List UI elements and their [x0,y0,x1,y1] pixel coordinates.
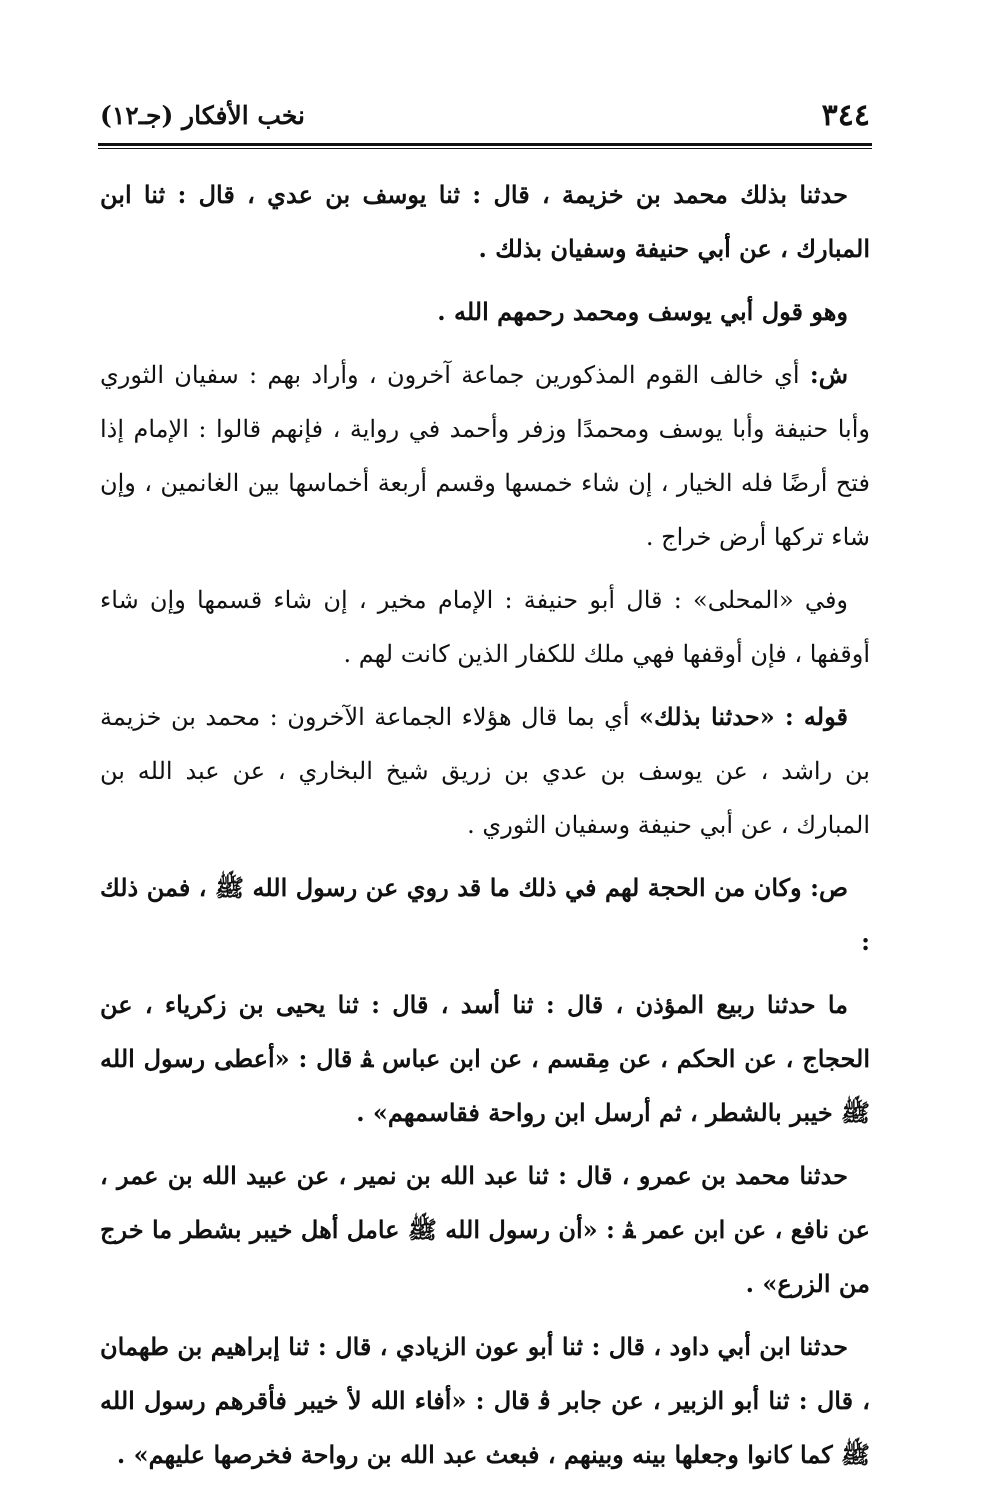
paragraph-text: أي خالف القوم المذكورين جماعة آخرون ، وأراد بهم : سفيان الثوري وأبا حنيفة وأبا يوسف ومحمدًا وزفر وأحمد في رواية ، فإنهم قالوا : الإمام إذا فتح أرضًا فله الخيار ، إن شاء خمسها وقسم أربعة أخماسها بين الغانمين ، وإن شاء تركها أرض خراج . [100,361,870,551]
body-text [100,168,870,1491]
paragraph-opinion [100,285,870,339]
paragraph-text: حدثنا محمد بن عمرو ، قال : ثنا عبد الله بن نمير ، عن عبيد الله بن عمر ، عن نافع ، عن ابن عمر ﭭ : «أن رسول الله ﷺ عامل أهل خيبر بشطر ما خرج من الزرع» . [100,1161,870,1298]
paragraph-text: أي بما قال هؤلاء الجماعة الآخرون : محمد بن خزيمة بن راشد ، عن يوسف بن عدي بن زريق شيخ البخاري ، عن عبد الله بن المبارك ، عن أبي حنيفة وسفيان الثوري . [100,703,870,839]
paragraph-text: وفي «المحلى» : قال أبو حنيفة : الإمام مخير ، إن شاء قسمها وإن شاء أوقفها ، فإن أوقفها فهي ملك للكفار الذين كانت لهم . [100,586,870,668]
paragraph-hadith-1 [100,978,870,1140]
paragraph-text: ما حدثنا ربيع المؤذن ، قال : ثنا أسد ، قال : ثنا يحيى بن زكرياء ، عن الحجاج ، عن الحكم ، عن مِقسم ، عن ابن عباس ﭭ قال : «أعطى رسول الله ﷺ خيبر بالشطر ، ثم أرسل ابن رواحة فقاسمهم» . [100,990,870,1127]
header-rule-thin [98,148,872,149]
page-number: ٣٤٤ [821,98,870,133]
page-header [100,96,870,136]
paragraph-chain-1 [100,168,870,276]
paragraph-qawluhu [100,690,870,852]
quoted-phrase: «حدثنا بذلك» [639,702,785,731]
running-title: نخب الأفكار (جـ١٢) [100,101,306,130]
header-rule [98,143,872,146]
qawluhu-marker: قوله : [784,702,848,731]
paragraph-sad [100,861,870,969]
paragraph-text: وهو قول أبي يوسف ومحمد رحمهم الله . [437,297,848,326]
paragraph-text: حدثنا ابن أبي داود ، قال : ثنا أبو عون الزيادي ، قال : ثنا إبراهيم بن طهمان ، قال : ثنا أبو الزبير ، عن جابر ﭬ قال : «أفاء الله ﻷ خيبر فأقرهم رسول الله ﷺ كما كانوا وجعلها بينه وبينهم ، فبعث عبد الله بن رواحة فخرصها عليهم» . [100,1332,870,1469]
paragraph-commentary [100,348,870,564]
commentary-marker: ش: [809,360,848,389]
paragraph-text: حدثنا بذلك محمد بن خزيمة ، قال : ثنا يوسف بن عدي ، قال : ثنا ابن المبارك ، عن أبي حنيفة وسفيان بذلك . [100,180,870,263]
paragraph-hadith-2 [100,1149,870,1311]
paragraph-muhalla [100,573,870,681]
paragraph-text: ص: وكان من الحجة لهم في ذلك ما قد روي عن رسول الله ﷺ ، فمن ذلك : [100,873,870,956]
paragraph-hadith-3 [100,1320,870,1482]
